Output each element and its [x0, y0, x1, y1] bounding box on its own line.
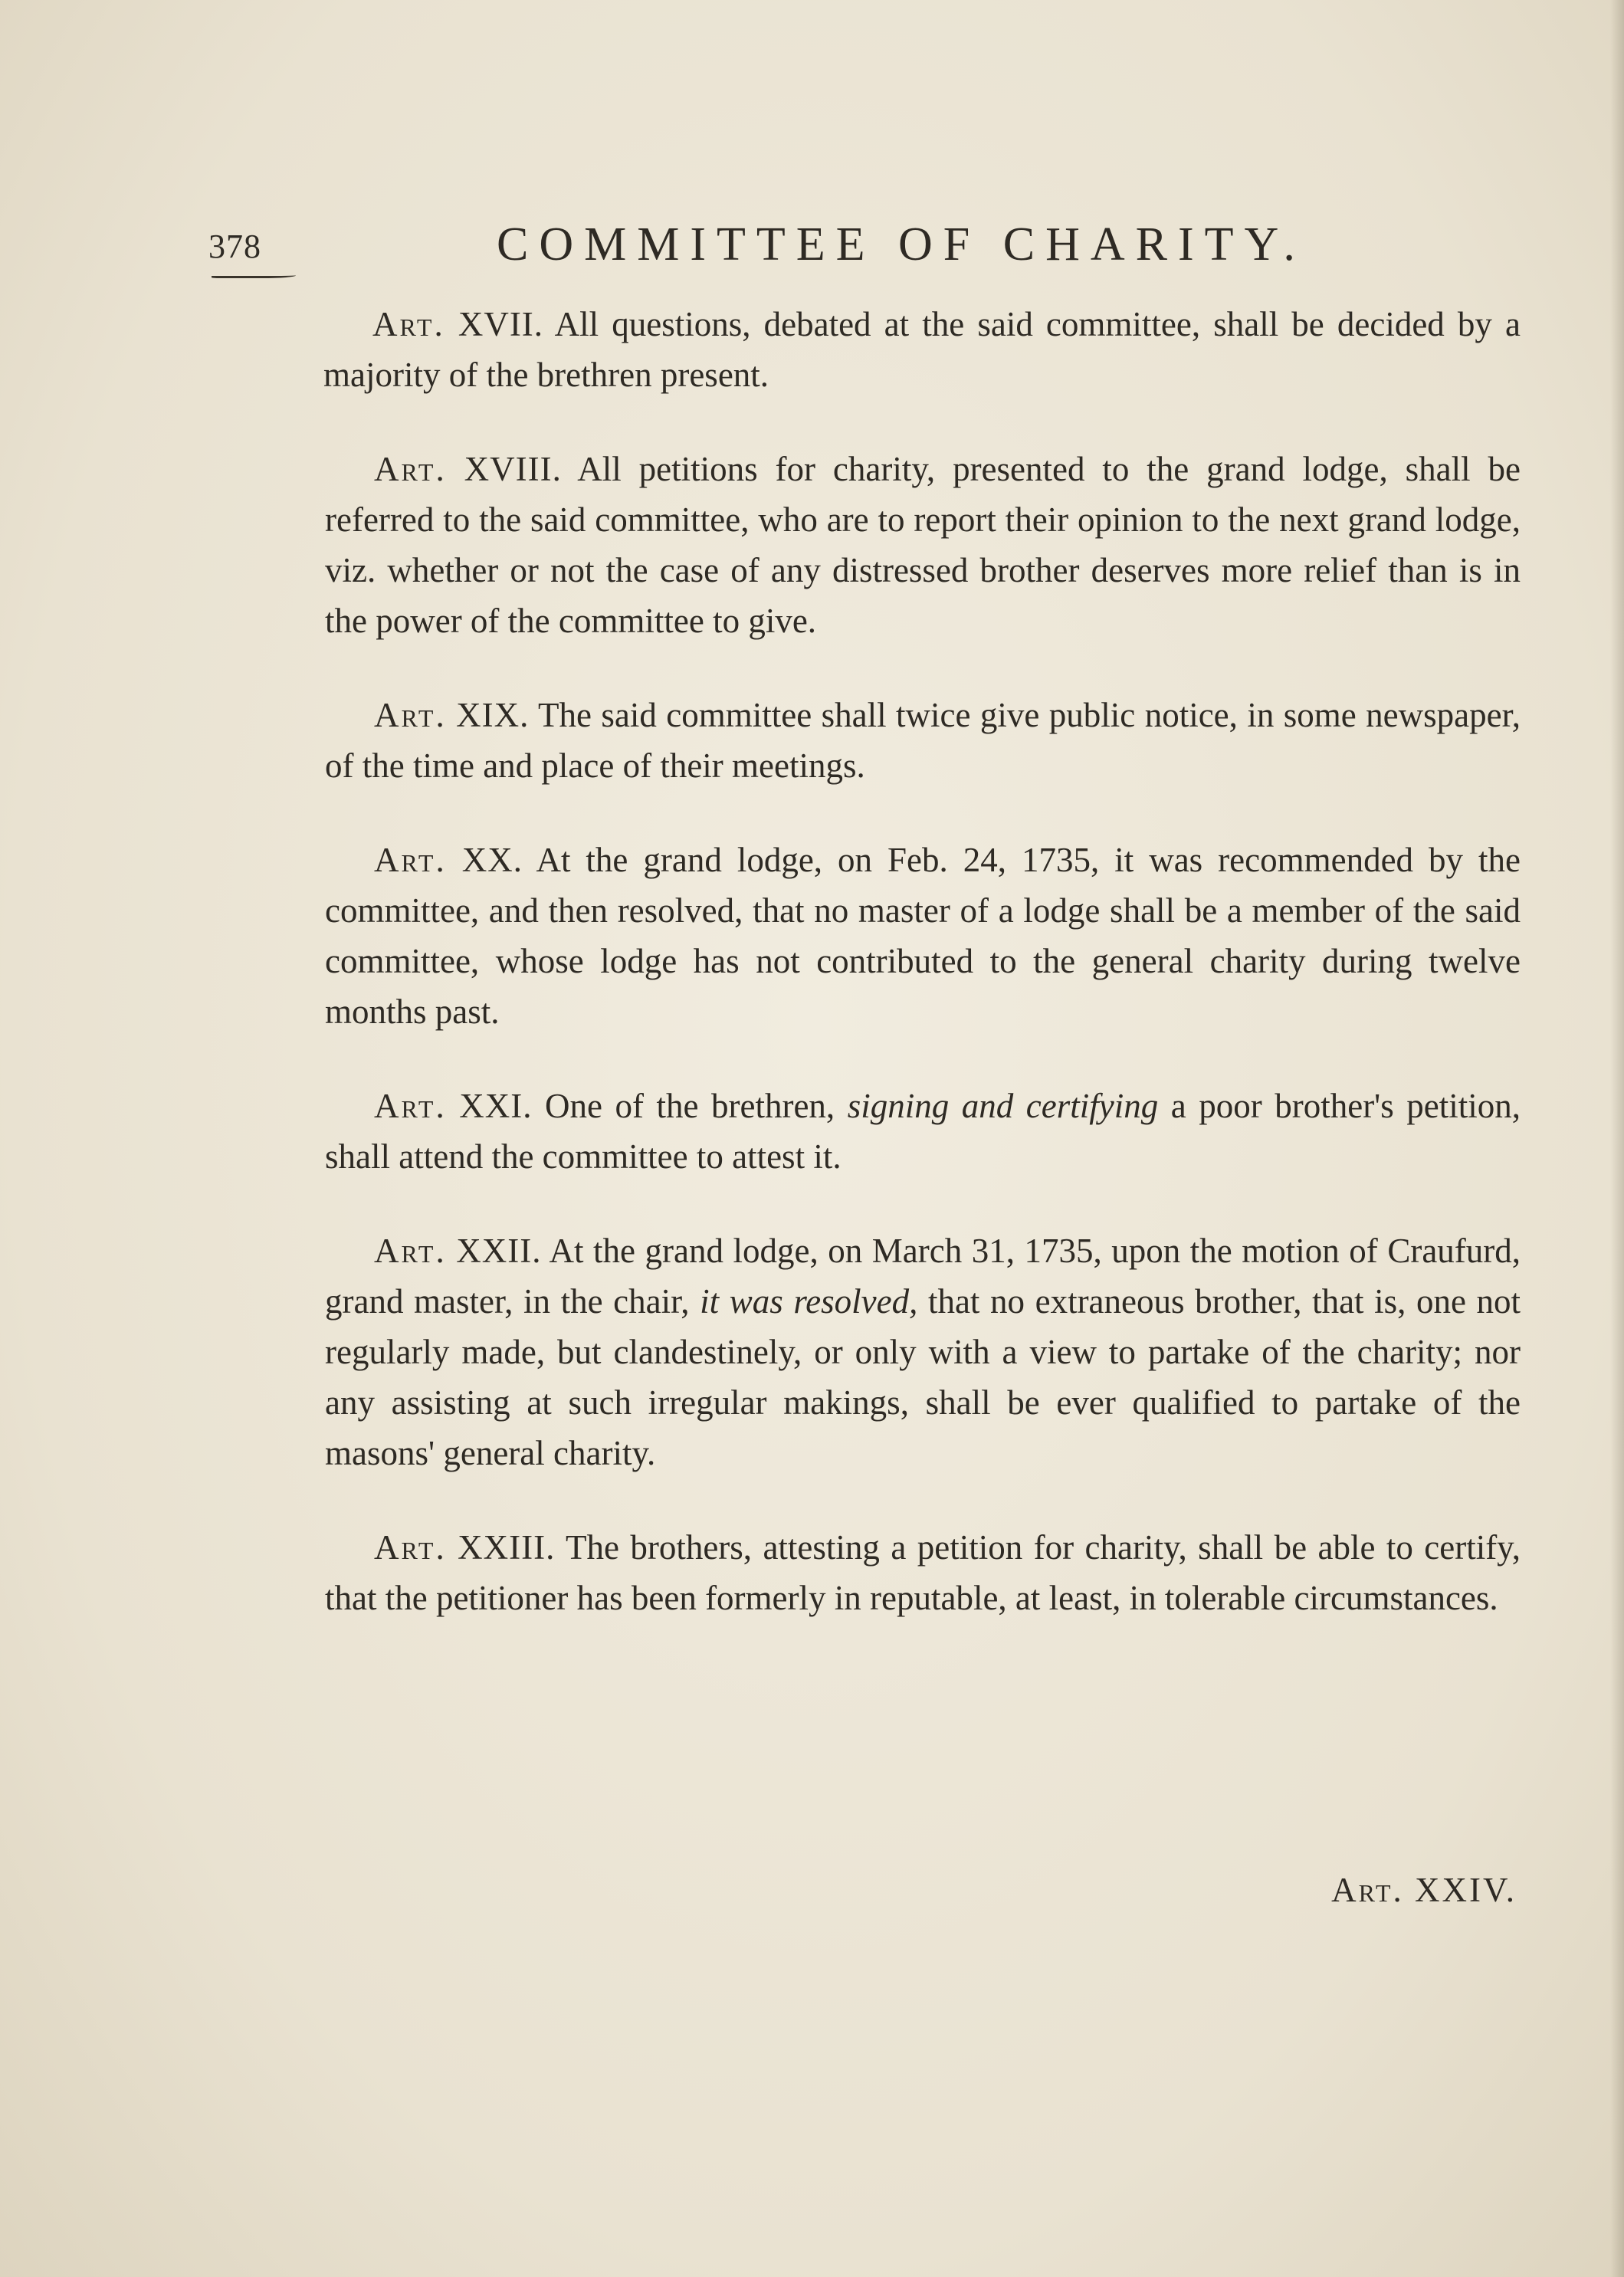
running-head: COMMITTEE OF CHARITY. [497, 218, 1306, 271]
page-body [325, 299, 1521, 1667]
article-number: XX. [461, 841, 523, 879]
article-xxii [325, 1225, 1521, 1478]
page-number: 378 [208, 228, 261, 265]
article-number: XXIII. [458, 1528, 556, 1567]
catchword: Art. XXIV. [1331, 1871, 1517, 1909]
article-number: XIX. [456, 696, 530, 734]
article-label: Art. [372, 305, 445, 343]
article-xvii [323, 299, 1521, 400]
article-label: Art. [374, 450, 447, 488]
article-text: The brothers, attesting a petition for charity, shall be able to certify, that the petitioner has been formerly in reputable, at least, in tolerable circumstances. [325, 1528, 1521, 1617]
article-number: XXI. [459, 1087, 533, 1125]
article-text: At the grand lodge, on Feb. 24, 1735, it was recommended by the committee, and then resolved, that no master of a lodge shall be a member of the said committee, whose lodge has not contributed to the general charity during twelve months past. [325, 841, 1521, 1031]
article-text-italic: it was resolved, [700, 1282, 918, 1321]
article-number: XVIII. [464, 450, 562, 488]
article-text: At the grand lodge, on March 31, 1735, upon the motion of Craufurd, grand master, in the chair, [325, 1232, 1521, 1321]
article-text-italic: signing and certifying [847, 1087, 1159, 1125]
article-label: Art. [374, 841, 447, 879]
article-label: Art. [374, 696, 447, 734]
article-number: XXII. [456, 1232, 542, 1270]
article-xxi [325, 1081, 1521, 1182]
article-text: All petitions for charity, presented to the grand lodge, shall be referred to the said committee, who are to report their opinion to the next grand lodge, viz. whether or not the case of any distressed brother deserves more relief than is in the power of the committee to give. [325, 450, 1521, 640]
article-text: All questions, debated at the said committee, shall be decided by a majority of the brethren present. [323, 305, 1521, 394]
page-number-underline [212, 271, 296, 278]
article-text: The said committee shall twice give public notice, in some newspaper, of the time and place of their meetings. [325, 696, 1521, 785]
article-text: a poor brother's petition, shall attend the committee to attest it. [325, 1087, 1521, 1176]
article-label: Art. [374, 1528, 447, 1567]
article-label: Art. [374, 1087, 447, 1125]
article-text: One of the brethren, [545, 1087, 835, 1125]
article-xix [325, 690, 1521, 791]
page-header [208, 213, 1327, 274]
article-text: that no extraneous brother, that is, one not regularly made, but clandestinely, or only with a view to partake of the charity; nor any assisting at such irregular makings, shall be ever qualified to partake of the masons' general charity. [325, 1282, 1521, 1472]
article-xxiii [325, 1522, 1521, 1623]
page-edge-shadow [1610, 0, 1624, 2277]
article-number: XVII. [458, 305, 544, 343]
article-label: Art. [374, 1232, 447, 1270]
article-xx [325, 835, 1521, 1037]
article-xviii [325, 444, 1521, 646]
